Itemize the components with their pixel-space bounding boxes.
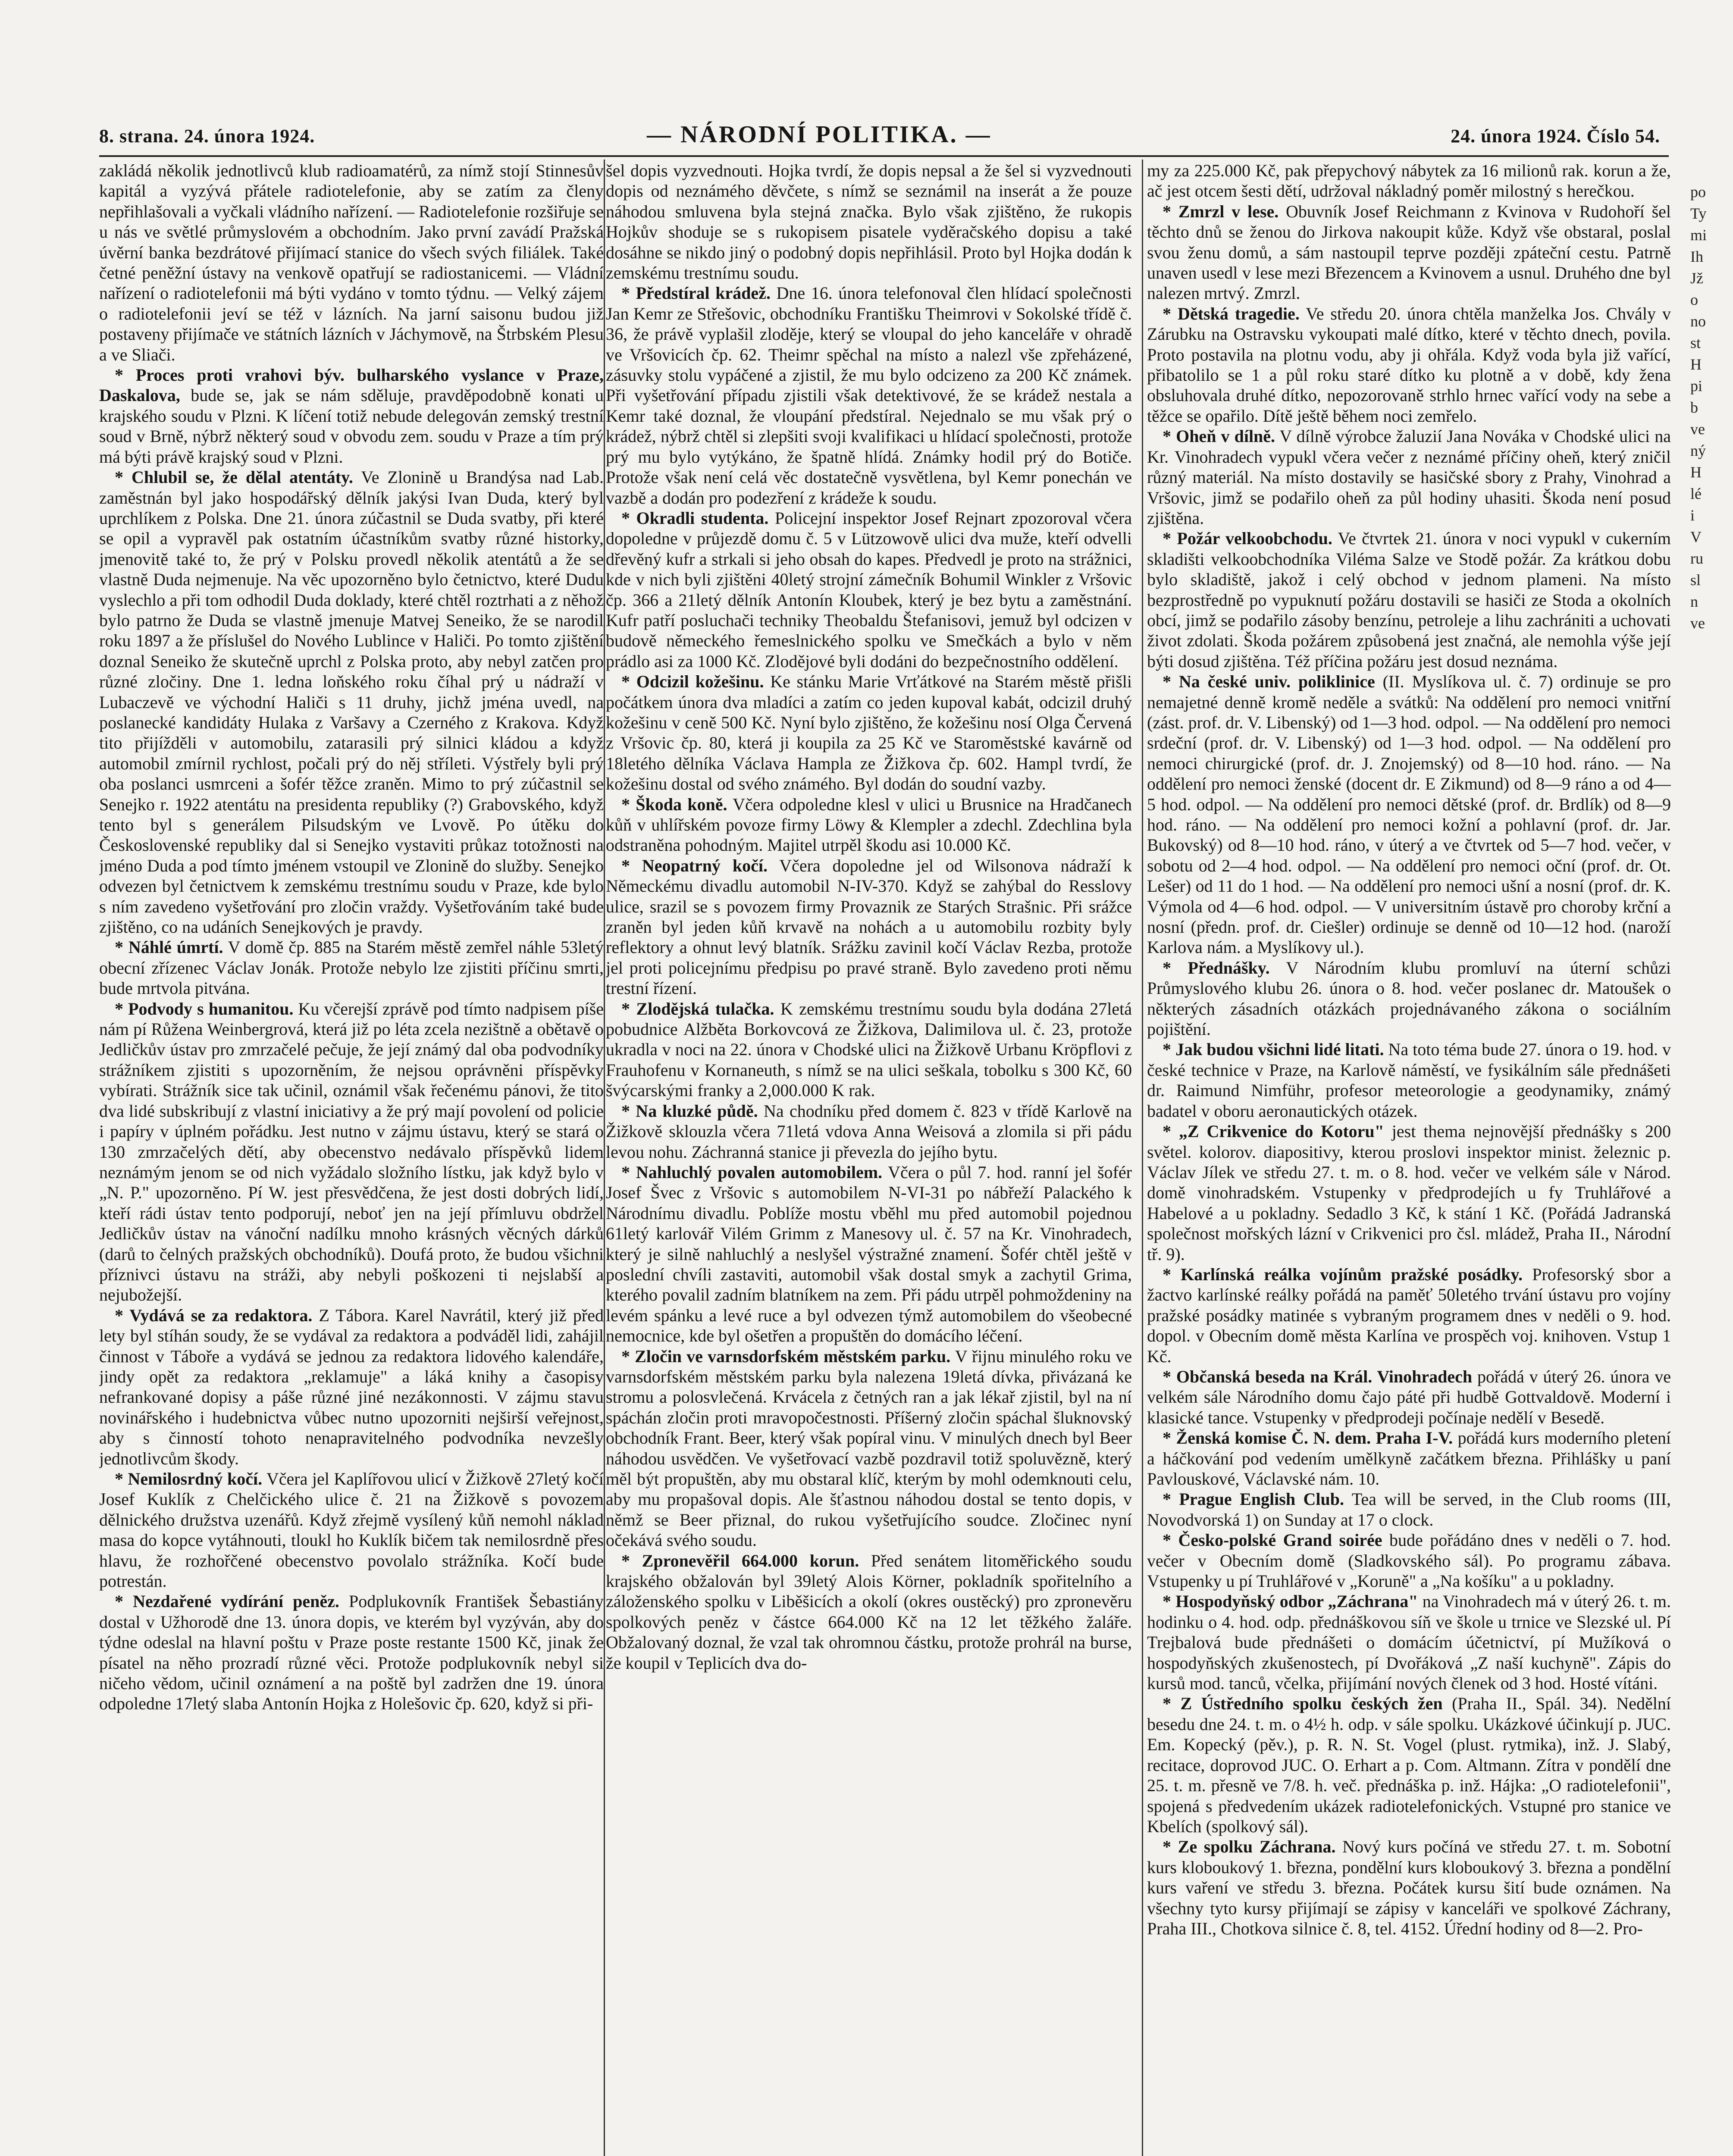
edge-fragment: Jž bbox=[1690, 270, 1703, 287]
article-paragraph bbox=[1147, 304, 1671, 426]
article-text: Včera odpoledne klesl v ulici u Brusnice na Hradčanech kůň v uhlířském povoze firmy Löwy & Klempler a zdechl. Zdechlina byla odstraněna pohodným. Majitel utrpěl škodu asi 10.000 Kč. bbox=[606, 794, 1132, 855]
article-headline: * Odcizil kožešinu. bbox=[621, 672, 764, 692]
article-paragraph bbox=[1147, 1428, 1671, 1489]
article-text: V řijnu minulého roku ve varnsdorfském městském parku byla nalezena 19letá dívka, přivázaná ke stromu a polosvlečená. Krvácela z četných ran a jak lékař zjistil, byl na ní spáchán zločin proti mravopočestnosti. Příšerný zločin spáchal šluknovský obchodník Frant. Beer, který však popíral vinu. V minulých dnech byl Beer náhodou usvědčen. Ve vyšetřovací vazbě pozdravil totiž spoluvězně, který měl být propuštěn, aby mu obstaral klíč, kterým by mohl odemknouti celu, aby mu propašoval dopis. Ale šťastnou náhodou dostal se tento dopis, v němž se Beer přiznal, do rukou vyšetřujícího soudce. Zločinec nyní očekává svého soudu. bbox=[606, 1346, 1132, 1550]
masthead-title: — NÁRODNÍ POLITIKA. — bbox=[647, 121, 992, 148]
article-paragraph bbox=[1147, 1121, 1671, 1264]
article-paragraph bbox=[99, 1591, 604, 1714]
article-text: Včera o půl 7. hod. ranní jel šofér Josef Švec z Vršovic s automobilem N-VI-31 po nábřeží Palackého k Národnímu divadlu. Poblíže mostu vběhl mu před automobil pojednou 61letý karlovář Vilém Grimm z Manesovy ul. č. 57 na Kr. Vinohradech, který je silně nahluchlý a neslyšel výstražné znamení. Šofér chtěl ještě v poslední chvíli zastaviti, automobil však dostal smyk a zachytil Grima, kterého povalil zadním blatníkem na zem. Při pádu utrpěl pohmoždeniny na levém spánku a levé ruce a byl odvezen týmž automobilem do všeobecné nemocnice, kde byl ošetřen a propuštěn do domácího léčení. bbox=[606, 1162, 1132, 1346]
article-headline: * Na české univ. poliklinice bbox=[1163, 672, 1375, 692]
article-paragraph bbox=[1147, 426, 1671, 528]
article-text: Profesorský sbor a žactvo karlínské reálky pořádá na paměť 50letého trvání ústavu pro vojíny pražské posádky matinée s vybraným programem dnes v neděli o 9. hod. dopol. v Obecním domě města Karlína ve prospěch voj. knihoven. Vstup 1 Kč. bbox=[1147, 1264, 1671, 1366]
article-paragraph bbox=[1147, 1591, 1671, 1693]
edge-fragment: lé bbox=[1690, 485, 1702, 502]
article-paragraph bbox=[606, 508, 1132, 671]
column-1 bbox=[99, 160, 604, 2156]
article-paragraph bbox=[606, 856, 1132, 999]
edge-fragment: po bbox=[1690, 183, 1706, 201]
article-headline: * Dětská tragedie. bbox=[1163, 304, 1300, 323]
header-date-issue: 24. února 1924. Číslo 54. bbox=[1451, 125, 1660, 147]
article-text: (Praha II., Spál. 34). Nedělní besedu dne 24. t. m. o 4½ h. odp. v sále spolku. Ukázkové účinkují p. JUC. Em. Kopecký (pěv.), p. R. N. St. Vogel (plust. rytmika), inž. J. Slabý, recitace, doprovod JUC. O. Erhart a p. Com. Altmann. Zítra v pondělí dne 25. t. m. přesně ve 7/8. h. več. přednáška p. inž. Hájka: „O radiotelefonii", spojená s předvedením ukázek radiotelefonických. Vstupné pro stanice ve Kbelích (spolkový sál). bbox=[1147, 1694, 1671, 1836]
article-text: zakládá několik jednotlivců klub radioamatérů, za nímž stojí Stinnesův kapitál a vyzývá přátele radiotelefonie, aby se zatím za členy nepřihlašovali a vyčkali vládního nařízení. — Radiotelefonie rozšiřuje se u nás ve světlé průmyslovém a obchodním. Jako první zavádí Pražská úvěrní banka bezdrátové přijímací stanice do všech svých filiálek. Také četné peněžní ústavy na venkově opatřují se radiostanicemi. — Vládní nařízení o radiotelefonii má býti vydáno v tomto týdnu. — Velký zájem o radiotelefonii jeví se též v lázních. Na jarní saisonu budou již postaveny přijímače ve státních lázních v Jáchymově, na Štrbském Plesu a ve Sliači. bbox=[99, 161, 604, 364]
edge-fragment: i bbox=[1690, 507, 1695, 524]
article-text: bude pořádáno dnes v neděli o 7. hod. večer v Obecním domě (Sladkovského sál). Po programu zábava. Vstupenky u pí Truhlářové v „Koruně" a „Na košíku" a u pokladny. bbox=[1147, 1530, 1671, 1591]
article-paragraph bbox=[606, 999, 1132, 1101]
article-text: K zemskému trestnímu soudu byla dodána 27letá pobudnice Alžběta Borkovcová ze Žižkova, Dalimilova ul. č. 23, protože ukradla v noci na 22. února v Chodské ulici na Žižkově Urbanu Kröpflovi z Frauhofenu v Kornaneuth, s nímž se na ulici seškala, tobolku s 300 Kč, 60 švýcarskými franky a 2,000.000 K rak. bbox=[606, 999, 1132, 1100]
article-paragraph bbox=[1147, 1264, 1671, 1366]
edge-fragment: st bbox=[1690, 334, 1701, 351]
article-text: Podplukovník František Šebastiány dostal v Užhorodě dne 13. února dopis, ve kterém byl vyzýván, aby do týdne odeslal na hlavní poštu v Praze poste restante 1500 Kč, jinak že písatel na něho prozradí různé věci. Protože podplukovník nebyl si ničeho vědom, učinil oznámení a na poště byl zadržen dne 19. února odpoledne 17letý slaba Antonín Hojka z Holešovic čp. 620, když si při- bbox=[99, 1592, 604, 1714]
article-text: Nový kurs počíná ve středu 27. t. m. Sobotní kurs kloboukový 1. března, pondělní kurs kloboukový 3. března a pondělní kurs vaření ve středu 3. března. Počátek kursu šití bude oznámen. Na všechny tyto kursy přijímají se zápisy v kanceláři ve spolkové Záchrany, Praha III., Chotkova silnice č. 8, tel. 4152. Úřední hodiny od 8—2. Pro- bbox=[1147, 1837, 1671, 1938]
article-text: Obuvník Josef Reichmann z Kvinova v Rudohoří šel těchto dnů se ženou do Jirkova nakoupit kůže. Když vše obstaral, poslal svou ženu domů, a sám nastoupil teprve později zpáteční cestu. Patrně unaven usedl v lese mezi Březencem a Kvinovem a usnul. Druhého dne byl nalezen mrtvý. Zmrzl. bbox=[1147, 201, 1671, 303]
edge-fragment: H bbox=[1690, 356, 1702, 373]
column-3 bbox=[1147, 160, 1671, 2156]
edge-fragment: mi bbox=[1690, 226, 1707, 244]
article-paragraph bbox=[99, 160, 604, 365]
edge-fragment: sl bbox=[1690, 571, 1701, 589]
article-headline: * Požár velkoobchodu. bbox=[1163, 529, 1332, 548]
article-paragraph bbox=[606, 160, 1132, 283]
article-paragraph bbox=[99, 937, 604, 998]
article-paragraph bbox=[606, 1101, 1132, 1162]
article-text: Ve středu 20. února chtěla manželka Jos. Chvály v Zárubku na Ostravsku vykoupati malé dítko, které v těchto dnech, povila. Proto postavila na plotnu vodu, aby ji ohřála. Když voda byla již vařící, přibatolilo se 1 a půl roku staré dítko ku plotně a v době, kdy žena obsluhovala druhé dítko, nepozorovaně strhlo hrnec vařící vody na sebe a těžce se opařilo. Dítě ještě během noci zemřelo. bbox=[1147, 304, 1671, 426]
article-paragraph bbox=[1147, 1836, 1671, 1939]
article-headline: * Česko-polské Grand soirée bbox=[1163, 1530, 1382, 1550]
article-text: (II. Myslíkova ul. č. 7) ordinuje se pro nemajetné denně kromě neděle a svátků: Na oddělení pro nemoci vnitřní (zást. prof. dr. V. Libenský) od 1—3 hod. odpol. — Na oddělení pro nemoci srdeční (prof. dr. V. Libenský) od 1—3 hod. odpol. — Na oddělení pro nemoci chirurgické (prof. dr. J. Znojemský) od 8—10 hod. ráno. — Na oddělení pro nemoci ženské (docent dr. E Zikmund) od 8—9 ráno a od 4—5 hod. odpol. — Na oddělení pro nemoci dětské (prof. dr. Brdlík) od 8—9 hod. ráno. — Na oddělení pro nemoci kožní a pohlavní (prof. dr. Jar. Bukovský) od 8—10 hod. ráno, v úterý a ve čtvrtek od 5—7 hod. večer, v sobotu od 2—4 hod. odpol. — Na oddělení pro nemoci oční (prof. dr. Ot. Lešer) od 11 do 1 hod. — Na oddělení pro nemoci ušní a nosní (prof. dr. K. Výmola od 4—6 hod. odpol. — V universitním ústavě pro choroby krční a nosní (předn. prof. dr. Ciešler) ordinuje se denně od 10—12 hod. (naroží Karlova nám. a Myslíkovy ul.). bbox=[1147, 672, 1671, 957]
article-paragraph bbox=[1147, 1039, 1671, 1121]
article-headline: * Ženská komise Č. N. dem. Praha I-V. bbox=[1163, 1428, 1453, 1448]
article-headline: * Vydává se za redaktora. bbox=[115, 1305, 313, 1325]
article-paragraph bbox=[606, 283, 1132, 508]
article-text: my za 225.000 Kč, pak přepychový nábytek za 16 milionů rak. korun a že, ač jest otcem šesti dětí, udržoval nákladný poměr milostný s herečkou. bbox=[1147, 161, 1671, 201]
article-text: na Vinohradech má v úterý 26. t. m. hodinku o 4. hod. odp. přednáškovou síň ve škole u trnice ve Slezské ul. Pí Trejbalová bude přednášeti o domácím účetnictví, pí Mužíková o hospodyňských zkušenostech, pí Dvořáková „Z naší kuchyně". Zápis do kursů mod. tanců, včelka, přijímání nových členek od 3 hod. Hosté vítáni. bbox=[1147, 1592, 1671, 1693]
article-headline: * Oheň v dílně. bbox=[1163, 426, 1275, 446]
article-text: Na chodníku před domem č. 823 v třídě Karlově na Žižkově sklouzla včera 71letá vdova Anna Weisová a zlomila si při pádu levou nohu. Záchranná stanice ji převezla do jejího bytu. bbox=[606, 1101, 1132, 1162]
article-headline: * Proces proti vrahovi býv. bulharského vyslance v Praze, Daskalova, bbox=[99, 365, 604, 405]
page-header bbox=[99, 116, 1660, 157]
article-paragraph bbox=[606, 1551, 1132, 1673]
article-paragraph bbox=[1147, 1489, 1671, 1530]
article-text: Ve Zlonině u Brandýsa nad Lab. zaměstnán byl jako hospodářský dělník jakýsi Ivan Duda, který byl uprchlíkem z Polska. Dne 21. února zúčastnil se Duda svatby, při které se opil a vypravěl pak ostatním účastníkům svatby různé historky, jmenovitě také to, že prý v Polsku provedl několik atentátů a že se vlastně Duda nejmenuje. Na věc upozorněno bylo četnictvo, které Dudu vyslechlo a při tom odhodil Duda doklady, které chtěl roztrhati a z něhož bylo patrno že Duda se vlastně jmenuje Matvej Seneiko, že se narodil roku 1897 a že příslušel do Nového Lublince v Haliči. Po tomto zjištění doznal Seneiko že skutečně uprchl z Polska proto, aby nebyl zatčen pro různé zločiny. Dne 1. ledna loňského roku číhal prý u nádraží v Lubaczevě ve východní Haliči s 11 druhy, jichž jména uvedl, na poslanecké kandidáty Hulaka z Varšavy a Czerného z Krakova. Když tito přijížděli v automobilu, zatarasili prý silnici kládou a když automobil zmírnil rychlost, počali prý do něj stříleti. Výstřely byli prý oba poslanci usmrceni a šofér těžce zraněn. Mimo to prý zúčastnil se Senejko r. 1922 atentátu na presidenta republiky (?) Grabovského, když tento byl s generálem Pilsudským ve Lvově. Po útěku do Československé republiky dal si Senejko vystaviti průkaz totožnosti na jméno Duda a pod tímto jménem vstoupil ve Zlonině do služby. Senejko odvezen byl četnictvem k zemskému trestnímu soudu v Praze, kde bylo s ním zavedeno vyšetřování pro zločin vraždy. Vyšetřováním také bude zjištěno, co na udáních Senejkových je pravdy. bbox=[99, 467, 604, 937]
article-headline: * Přednášky. bbox=[1163, 958, 1270, 978]
article-headline: * Z Ústředního spolku českých žen bbox=[1163, 1694, 1443, 1714]
article-text: jest thema nejnovější přednášky s 200 světel. kolorov. diapositivy, kterou proslovi inspektor minist. železnic p. Václav Jílek ve středu 27. t. m. o 8. hod. večer ve velkém sále v Národ. domě vinohradském. Vstupenky v předprodejích u fy Truhlářové a Habelové a u pokladny. Sedadlo 3 Kč, k stání 1 Kč. (Pořádá Jadranská společnost mořských lázní v Crikvenici pro čsl. mládež, Praha II., Národní tř. 9). bbox=[1147, 1122, 1671, 1264]
edge-fragment: pi bbox=[1690, 377, 1703, 395]
article-paragraph bbox=[606, 1162, 1132, 1346]
edge-fragment: o bbox=[1690, 291, 1698, 308]
article-text: bude se, jak se nám sděluje, pravděpodobně konati u krajského soudu v Plzni. K líčení totiž nebude delegován zemský trestní soud v Brně, nýbrž některý soud v obvodu zem. soudu v Praze a tím prý má býti právě krajský soud v Plzni. bbox=[99, 385, 604, 467]
article-paragraph bbox=[606, 671, 1132, 794]
article-headline: * Zločin ve varnsdorfském městském parku. bbox=[621, 1346, 951, 1366]
article-headline: * Chlubil se, že dělal atentáty. bbox=[115, 467, 353, 487]
edge-fragment: ný bbox=[1690, 442, 1706, 459]
article-headline: * Na kluzké půdě. bbox=[621, 1101, 758, 1121]
header-rule bbox=[99, 155, 1669, 157]
article-headline: * Nahluchlý povalen automobilem. bbox=[621, 1162, 883, 1182]
article-text: Na toto téma bude 27. února o 19. hod. v české technice v Praze, na Karlově náměstí, ve fysikálním sále přednášeti dr. Raimund Nimführ, profesor meteorologie a geodynamiky, známý badatel v oboru aeronautických otázek. bbox=[1147, 1040, 1671, 1121]
article-headline: * Okradli studenta. bbox=[621, 508, 769, 528]
article-paragraph bbox=[1147, 958, 1671, 1040]
edge-fragment: ve bbox=[1690, 614, 1705, 632]
article-paragraph bbox=[99, 467, 604, 937]
article-headline: * Předstíral krádež. bbox=[621, 283, 771, 303]
adjacent-page-edge bbox=[1690, 181, 1733, 828]
article-text: Z Tábora. Karel Navrátil, který již před lety byl stíhán soudy, že se vydával za redaktora a podváděl lidi, zahájil činnost v Táboře a vydává se jednou za redaktora lidového kalendáře, jindy opět za redaktora „reklamuje" a láká knihy a časopisy nefrankované dopisy a páše různé jiné nezákonnosti. V zájmu stavu novinářského i hudebnictva vůbec nutno upozorniti nejširší veřejnost, aby s činností tohoto nenapravitelného podvodníka nevzešly jednotlivcům škody. bbox=[99, 1305, 604, 1468]
article-headline: * Občanská beseda na Král. Vinohradech bbox=[1163, 1366, 1473, 1386]
article-headline: * Nezdařené vydírání peněz. bbox=[115, 1592, 339, 1611]
edge-fragment: Ty bbox=[1690, 205, 1707, 222]
article-paragraph bbox=[606, 1346, 1132, 1551]
article-paragraph bbox=[1147, 671, 1671, 958]
article-paragraph bbox=[606, 794, 1132, 856]
article-paragraph bbox=[1147, 1693, 1671, 1836]
article-text: Ku včerejší zprávě pod tímto nadpisem píše nám pí Růžena Weinbergrová, která již po léta zcela nezištně a obětavě o Jedličkův ústav pro zmrzačelé pečuje, že její známý dal oba podvodníky strážníkem zjistiti s upozorněním, že nejsou oprávněni příspěvky vybírati. Strážník sice tak učinil, oznámil však řečenému pánovi, že tito dva lidé subskribují z vlastní iniciativy a že prý mají povolení od policie i papíry v úplném pořádku. Jest nutno v zájmu ústavu, který se stará o 130 zmrzačelých dětí, aby obecenstvo nedávalo příspěvků lidem neznámým jenom se od nich vyžádalo složního lístku, jak když bylo v „N. P." upozorněno. Pí W. jest přesvědčena, že jest dosti dobrých lidí, kteří rádi ústav tento podporují, neboť jen na její přímluvu obdržel Jedličkův ústav na vánoční nadílku mnoho krásných věcných dárků (darů to čelných pražských obchodníků). Doufá proto, že budou všichni příznivci ústavu na stráži, aby nebyli poškozeni ti nejslabší a nejubožejší. bbox=[99, 999, 604, 1305]
article-headline: * Škoda koně. bbox=[621, 794, 727, 814]
column-divider bbox=[1142, 160, 1143, 2156]
article-paragraph bbox=[99, 1469, 604, 1591]
article-text: Před senátem litoměřického soudu krajského obžalován byl 39letý Alois Körner, pokladník spořitelního a záloženského spolku v Liběšicích a okolí (okres oustěcký) pro zpronevěru spolkových peněz v částce 664.000 Kč na 12 let těžkého žaláře. Obžalovaný doznal, že vzal tak ohromnou částku, protože prohrál na burse, že koupil v Teplicích dva do- bbox=[606, 1551, 1132, 1673]
article-headline: * Zmrzl v lese. bbox=[1163, 201, 1279, 221]
column-2 bbox=[606, 160, 1132, 2156]
article-headline: * Karlínská reálka vojínům pražské posádky. bbox=[1163, 1264, 1523, 1284]
article-paragraph bbox=[1147, 528, 1671, 671]
article-text: šel dopis vyzvednouti. Hojka tvrdí, že dopis nepsal a že šel si vyzvednouti dopis od neznámého děvčete, s nímž se seznámil na inserát a že pouze náhodou smluvena byla stejná značka. Bylo však zjištěno, že rukopis Hojkův shoduje se s rukopisem pisatele vyděračského dopisu a také dosáhne se nikdo jiný o podobný dopis nepřihlásil. Proto byl Hojka dodán k zemskému trestnímu soudu. bbox=[606, 161, 1132, 283]
article-headline: * Zpronevěřil 664.000 korun. bbox=[621, 1551, 859, 1570]
article-headline: * Nemilosrdný kočí. bbox=[115, 1469, 263, 1489]
article-paragraph bbox=[99, 1305, 604, 1469]
article-text: Včera dopoledne jel od Wilsonova nádraží k Německému divadlu automobil N-IV-370. Když se zahýbal do Resslovy ulice, srazil se s povozem firmy Provaznik ze Starých Strašnic. Při srážce zraněn byl jeden kůň krvavě na nohách a u automobilu rozbity byly reflektory a ohnut levý blatník. Srážku zavinil kočí Václav Rezba, protože jel proti policejnímu předpisu po pravé straně. Bylo zavedeno proti němu trestní řízení. bbox=[606, 856, 1132, 998]
edge-fragment: n bbox=[1690, 593, 1698, 610]
edge-fragment: b bbox=[1690, 399, 1698, 416]
article-text: Policejní inspektor Josef Rejnart zpozoroval včera dopoledne v průjezdě domu č. 5 v Lützowově ulici dva muže, kteří odvelli dřevěný kufr a strkali si jeho obsah do kapes. Předvedl je proto na strážnici, kde v nich byli zjištěni 40letý strojní zámečník Bohumil Winkler z Vršovic čp. 366 a 21letý dělník Antonín Kloubek, který je bez bytu a zaměstnání. Kufr patří posluchači techniky Theobaldu Štefanisovi, jemuž byl odcizen v budově německého řemeslnického spolku ve Smečkách a bylo v něm prádlo asi za 1000 Kč. Zlodějové byli dodáni do bezpečnostního oddělení. bbox=[606, 508, 1132, 671]
article-headline: * Náhlé úmrtí. bbox=[115, 937, 223, 957]
article-text: Ve čtvrtek 21. února v noci vypukl v cukerním skladišti velkoobchodníka Viléma Salze ve Stodě požár. Za krátkou dobu bylo skladiště, jakož i celý obchod v jednom plameni. Na místo bezprostředně po vypuknutí požáru dostavili se hasiči ze Stoda a okolních obcí, jimž se podařilo zásoby benzínu, petroleje a lihu zachrániti a uchovati život zdolati. Škoda požárem způsobená jest značná, ale nemohla výše její býti dosud zjištěna. Též příčina požáru jest dosud neznáma. bbox=[1147, 529, 1671, 671]
article-headline: * „Z Crikvenice do Kotoru" bbox=[1163, 1122, 1384, 1141]
article-text: Včera jel Kaplířovou ulicí v Žižkově 27letý kočí Josef Kuklík z Chelčického ulice č. 21 na Žižkově s povozem dělnického družstva uzenářů. Když zřejmě vysílený kůň nemohl náklad masa do kopce vytáhnouti, tloukl ho Kuklík bičem tak nemilosrdně přes hlavu, že rozhořčené obecenstvo povolalo strážníka. Kočí bude potrestán. bbox=[99, 1469, 604, 1591]
article-paragraph bbox=[1147, 160, 1671, 201]
article-text: V Národním klubu promluví na úterní schůzi Průmyslového klubu 26. února o 8. hod. večer poslanec dr. Matoušek o některých zásadních otázkách projednávaného zákona o sociálním pojištění. bbox=[1147, 958, 1671, 1039]
article-text: V dílně výrobce žaluzií Jana Nováka v Chodské ulici na Kr. Vinohradech vypukl včera večer z neznámé příčiny oheň, který zničil různý materiál. Na místo dostavily se hasičské sbory z Prahy, Vinohrad a Vršovic, jimž se podařilo oheň za půl hodiny uhasiti. Škoda není posud zjištěna. bbox=[1147, 426, 1671, 528]
article-text: pořádá kurs moderního pletení a háčkování pod vedením umělkyně začátkem března. Přihlášky u paní Pavlouskové, Václavské nám. 10. bbox=[1147, 1428, 1671, 1489]
article-paragraph bbox=[1147, 201, 1671, 304]
article-paragraph bbox=[1147, 1530, 1671, 1591]
edge-fragment: V bbox=[1690, 528, 1702, 545]
article-headline: * Ze spolku Záchrana. bbox=[1163, 1837, 1336, 1857]
edge-fragment: no bbox=[1690, 313, 1706, 330]
article-headline: * Zlodějská tulačka. bbox=[621, 999, 774, 1018]
article-headline: * Jak budou všichni lidé litati. bbox=[1163, 1040, 1384, 1059]
article-text: Dne 16. února telefonoval člen hlídací společnosti Jan Kemr ze Střešovic, obchodníku Františku Theimrovi v Sokolské třídě č. 36, že právě vyplašil zloděje, který se vloupal do jeho kanceláře v ohradě ve Vršovicích čp. 62. Theimr spěchal na místo a nalezl vše zpřeházené, zásuvky stolu vypáčené a zjistil, že mu bylo odcizeno za 200 Kč známek. Při vyšetřování případu zjistili však detektivové, že se krádež nestala a Kemr také doznal, že vloupání předstíral. Nejednalo se mu však prý o krádež, nýbrž chtěl si zlepšiti svoji kvalifikaci u hlídací společnosti, protože prý mu bylo vytýkáno, že špatně hlídá. Známky hodil prý do Botiče. Protože však není celá věc dostatečně vysvětlena, byl Kemr ponechán ve vazbě a dodán pro podezření z krádeže k soudu. bbox=[606, 283, 1132, 508]
edge-fragment: Ih bbox=[1690, 248, 1703, 265]
edge-fragment: ve bbox=[1690, 420, 1705, 438]
article-headline: * Hospodyňský odbor „Záchrana" bbox=[1163, 1592, 1418, 1611]
article-paragraph bbox=[99, 999, 604, 1305]
edge-fragment: H bbox=[1690, 464, 1702, 481]
article-text: Ke stánku Marie Vrťátkové na Starém městě přišli počátkem února dva mladíci a zatím co jeden kupoval kabát, odcizil druhý kožešinu v ceně 500 Kč. Nyní bylo zjištěno, že kožešinu nosí Olga Červená z Vršovic čp. 80, která ji koupila za 25 Kč ve Staroměstské kavárně od 18letého dělníka Václava Hampla ze Žižkova čp. 602. Hampl tvrdí, že kožešinu dostal od svého známého. Byl dodán do soudní vazby. bbox=[606, 672, 1132, 794]
article-paragraph bbox=[99, 365, 604, 467]
edge-fragment: ru bbox=[1690, 550, 1703, 567]
header-date-left: 8. strana. 24. února 1924. bbox=[99, 125, 315, 147]
article-text: Tea will be served, in the Club rooms (III, Novodvorská 1) on Sunday at 17 o clock. bbox=[1147, 1489, 1671, 1529]
article-paragraph bbox=[1147, 1366, 1671, 1428]
article-headline: * Podvody s humanitou. bbox=[115, 999, 294, 1018]
article-headline: * Prague English Club. bbox=[1163, 1489, 1344, 1509]
article-text: pořádá v úterý 26. února ve velkém sále Národního domu čajo páté při hudbě Gottvaldově. Moderní i klasické tance. Vstupenky v předprodeji počínaje nedělí v Besedě. bbox=[1147, 1366, 1671, 1427]
article-text: V domě čp. 885 na Starém městě zemřel náhle 53letý obecní zřízenec Václav Jonák. Protože nebylo lze zjistiti příčinu smrti, bude mrtvola pitvána. bbox=[99, 937, 604, 998]
article-headline: * Neopatrný kočí. bbox=[621, 856, 768, 875]
column-divider bbox=[604, 160, 605, 2156]
